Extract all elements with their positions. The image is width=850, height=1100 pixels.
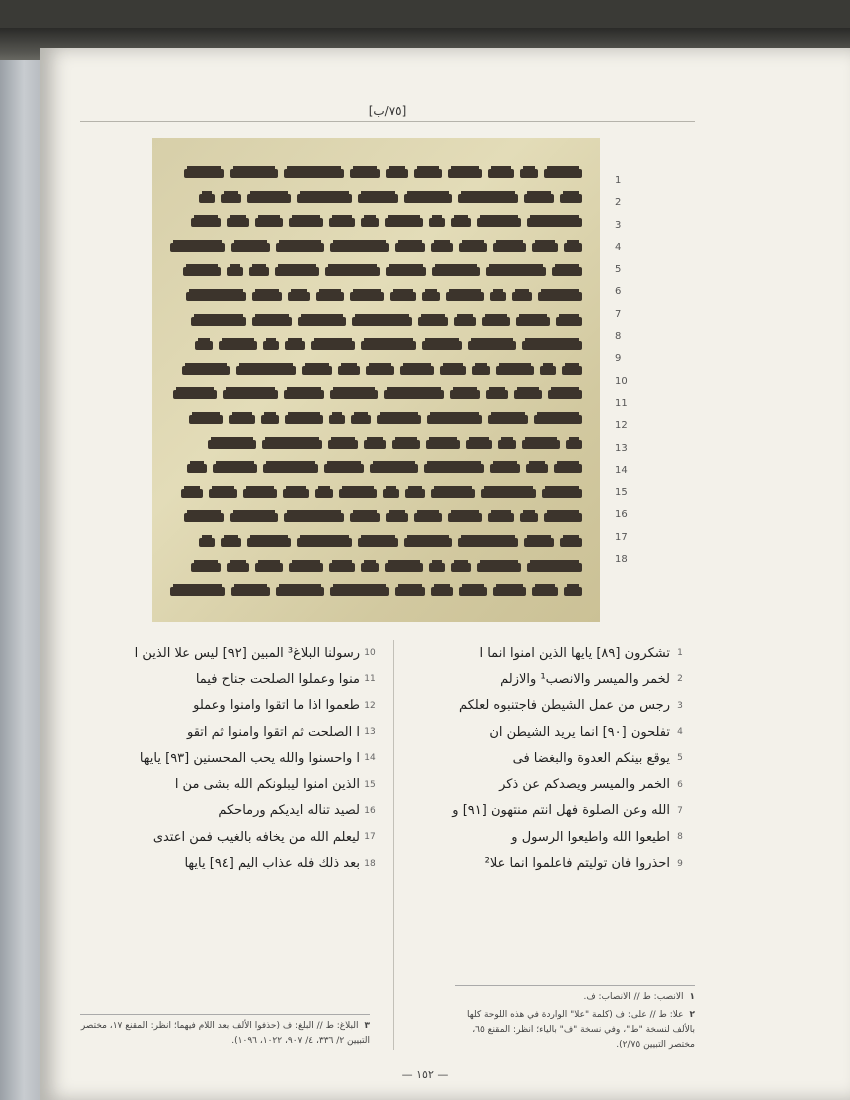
kufic-line bbox=[170, 258, 582, 276]
plate-line-number: 9 bbox=[615, 353, 622, 365]
plate-line-number: 5 bbox=[615, 264, 622, 276]
line-number: 15 bbox=[364, 779, 376, 790]
kufic-line bbox=[170, 381, 582, 399]
footnotes-right bbox=[455, 985, 695, 1056]
plate-line-number: 10 bbox=[615, 375, 628, 387]
kufic-line bbox=[170, 504, 582, 522]
line-text: الخمر والميسر ويصدكم عن ذكر bbox=[499, 777, 670, 793]
line-text: طعموا اذا ما اتقوا وامنوا وعملو bbox=[193, 698, 360, 714]
line-text: يوقع بينكم العدوة والبغضا فى bbox=[512, 750, 670, 766]
line-text: لصيد تناله ايديكم ورماحكم bbox=[218, 803, 360, 819]
line-text: لخمر والميسر والانصب¹ والازلم bbox=[500, 671, 670, 687]
transcription-line bbox=[410, 745, 690, 771]
plate-line-number: 14 bbox=[615, 464, 628, 476]
plate-line-number: 2 bbox=[615, 197, 622, 209]
footnote bbox=[455, 1008, 695, 1053]
kufic-line bbox=[170, 357, 582, 375]
transcription-line bbox=[410, 850, 690, 876]
transcription-line bbox=[410, 824, 690, 850]
plate-line-number: 15 bbox=[615, 487, 628, 499]
line-number: 1 bbox=[677, 648, 683, 659]
footnote-text: علا: ط // على: ف (كلمة "علا" الواردة في هذه اللوحة كلها بالألف لنسخة "ط"، وفي نسخة "ف" بالياء؛ انظر: المقنع ٦٥، مختصر التبيين ٢/٧٥). bbox=[466, 1010, 695, 1050]
line-text: الذين امنوا ليبلونكم الله بشى من ا bbox=[174, 777, 360, 793]
footnote-number: ٣ bbox=[364, 1021, 370, 1031]
line-number: 5 bbox=[677, 753, 683, 764]
folio-header: [٧٥/ب] bbox=[80, 104, 695, 122]
transcription-line bbox=[80, 824, 380, 850]
plate-line-number: 3 bbox=[615, 219, 622, 231]
kufic-line bbox=[170, 406, 582, 424]
line-text: الله وعن الصلوة فهل انتم منتهون [٩١] و bbox=[452, 803, 670, 819]
transcription-line bbox=[410, 640, 690, 666]
transcription-line bbox=[80, 771, 380, 797]
line-number: 7 bbox=[677, 805, 683, 816]
transcription-line bbox=[80, 640, 380, 666]
transcription-line bbox=[80, 745, 380, 771]
line-number: 10 bbox=[364, 648, 376, 659]
plate-line-number: 18 bbox=[615, 554, 628, 566]
footnote-number: ١ bbox=[689, 992, 695, 1002]
kufic-script-image bbox=[170, 160, 582, 602]
line-number: 12 bbox=[364, 700, 376, 711]
line-text: رجس من عمل الشيطن فاجتنبوه لعلكم bbox=[458, 698, 670, 714]
transcription-line bbox=[80, 798, 380, 824]
transcription-line bbox=[80, 719, 380, 745]
line-text: تشكرون [٨٩] يايها الذين امنوا انما ا bbox=[479, 645, 670, 661]
column-divider bbox=[393, 640, 394, 1050]
plate-line-number: 17 bbox=[615, 531, 628, 543]
kufic-line bbox=[170, 209, 582, 227]
kufic-line bbox=[170, 529, 582, 547]
line-text: ليعلم الله من يخافه بالغيب فمن اعتدى bbox=[152, 829, 360, 845]
plate-line-number: 1 bbox=[615, 175, 622, 186]
transcription-right-column bbox=[410, 640, 690, 877]
plate-line-number: 7 bbox=[615, 308, 622, 320]
plate-line-numbers bbox=[615, 170, 645, 571]
kufic-line bbox=[170, 308, 582, 326]
line-number: 18 bbox=[364, 858, 376, 869]
footnote-text: البلاغ: ط // البلغ: ف (حذفوا الألف بعد اللام فيهما؛ انظر: المقنع ١٧، مختصر التبيين ٢/ ٣٣٦، ٤/ ٩٠٧، ١٠٢٢، ١٠٩٦). bbox=[80, 1021, 370, 1046]
book-cover-strip bbox=[0, 60, 40, 1100]
kufic-line bbox=[170, 283, 582, 301]
line-number: 14 bbox=[364, 753, 376, 764]
transcription-left-column bbox=[80, 640, 380, 877]
transcription-line bbox=[80, 693, 380, 719]
line-text: احذروا فان توليتم فاعلموا انما علا² bbox=[484, 856, 670, 872]
line-number: 11 bbox=[364, 674, 376, 685]
line-text: اطيعوا الله واطيعوا الرسول و bbox=[511, 829, 670, 845]
footnotes-left bbox=[80, 1014, 370, 1052]
kufic-line bbox=[170, 160, 582, 178]
transcription-line bbox=[80, 666, 380, 692]
line-text: بعد ذلك فله عذاب اليم [٩٤] يايها bbox=[184, 856, 360, 872]
plate-line-number: 8 bbox=[615, 331, 622, 343]
line-number: 8 bbox=[677, 832, 683, 843]
line-number: 4 bbox=[677, 727, 683, 738]
kufic-line bbox=[170, 185, 582, 203]
line-text: رسولنا البلاغ³ المبين [٩٢] ليس علا الذين ا bbox=[134, 645, 360, 661]
transcription-line bbox=[410, 666, 690, 692]
kufic-line bbox=[170, 431, 582, 449]
transcription-line bbox=[410, 771, 690, 797]
line-number: 16 bbox=[364, 805, 376, 816]
footnote bbox=[455, 990, 695, 1005]
footnote bbox=[80, 1019, 370, 1049]
line-text: تفلحون [٩٠] انما يريد الشيطن ان bbox=[489, 724, 670, 740]
line-number: 9 bbox=[677, 858, 683, 869]
plate-line-number: 11 bbox=[615, 397, 628, 409]
line-number: 13 bbox=[364, 727, 376, 738]
transcription-line bbox=[410, 693, 690, 719]
kufic-line bbox=[170, 480, 582, 498]
plate-line-number: 16 bbox=[615, 509, 628, 521]
line-number: 3 bbox=[677, 700, 683, 711]
kufic-line bbox=[170, 332, 582, 350]
line-number: 6 bbox=[677, 779, 683, 790]
plate-line-number: 12 bbox=[615, 420, 628, 432]
line-number: 2 bbox=[677, 674, 683, 685]
manuscript-plate bbox=[152, 138, 600, 622]
kufic-line bbox=[170, 578, 582, 596]
line-text: ا واحسنوا والله يحب المحسنين [٩٣] يايها bbox=[139, 750, 360, 766]
footnote-text: الانصب: ط // الانصاب: ف. bbox=[583, 992, 684, 1002]
plate-line-number: 13 bbox=[615, 442, 628, 454]
kufic-line bbox=[170, 554, 582, 572]
footnote-number: ٢ bbox=[689, 1010, 695, 1020]
kufic-line bbox=[170, 455, 582, 473]
line-number: 17 bbox=[364, 832, 376, 843]
transcription-line bbox=[410, 798, 690, 824]
transcription-line bbox=[80, 850, 380, 876]
plate-line-number: 6 bbox=[615, 286, 622, 298]
kufic-line bbox=[170, 234, 582, 252]
transcription-line bbox=[410, 719, 690, 745]
line-text: ا الصلحت ثم اتقوا وامنوا ثم اتقو bbox=[186, 724, 360, 740]
page-number: — ١٥٢ — bbox=[401, 1068, 449, 1081]
plate-line-number: 4 bbox=[615, 241, 622, 253]
line-text: منوا وعملوا الصلحت جناح فيما bbox=[195, 671, 360, 687]
